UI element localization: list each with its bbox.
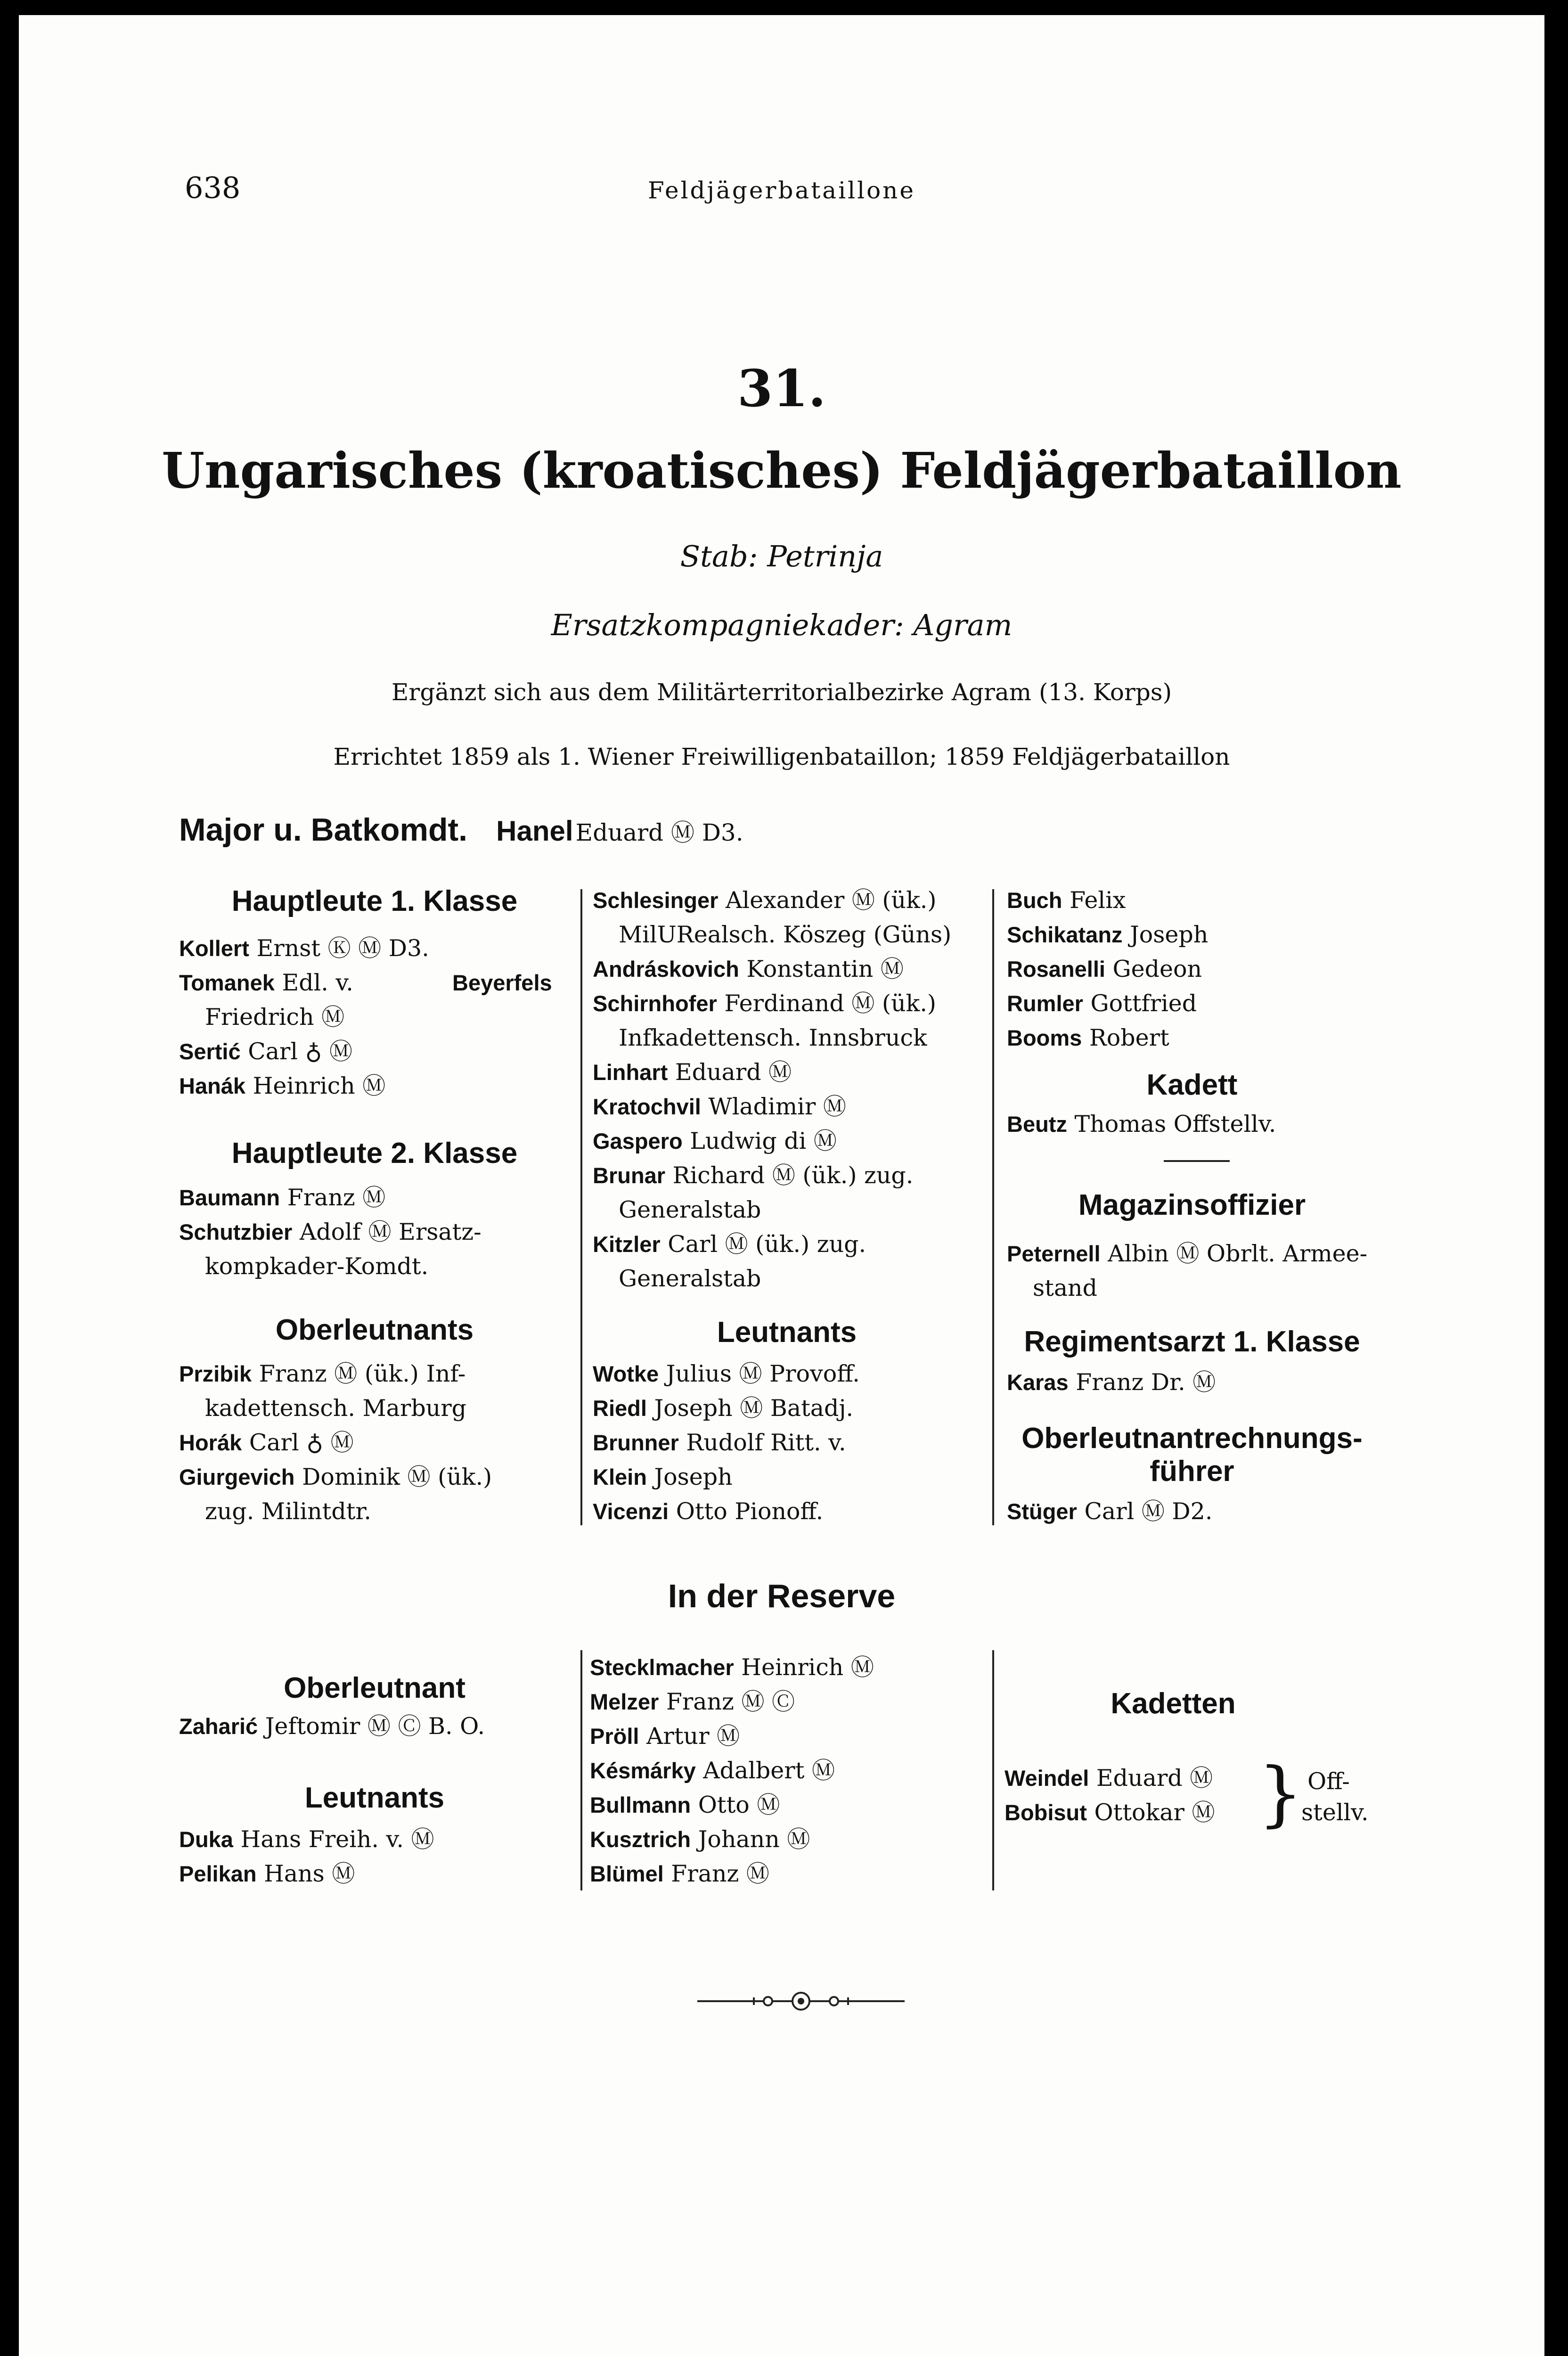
list-item: Brunar Richard Ⓜ (ük.) zug. (593, 1162, 914, 1189)
list-item: Weindel Eduard Ⓜ (1004, 1765, 1213, 1792)
list-item: Zaharić Jeftomir Ⓜ Ⓒ B. O. (179, 1713, 485, 1740)
document-page (19, 15, 1544, 2356)
heading-regimentsarzt: Regimentsarzt 1. Klasse (1024, 1325, 1360, 1358)
divider (1164, 1160, 1230, 1162)
list-item: Rosanelli Gedeon (1007, 956, 1202, 982)
column-divider (580, 889, 582, 1525)
column-divider (992, 1650, 994, 1890)
heading-hauptleute-2: Hauptleute 2. Klasse (231, 1137, 518, 1170)
heading-magazinsoffizier: Magazinsoffizier (1078, 1189, 1306, 1221)
major-label: Major u. Batkomdt. (179, 812, 468, 848)
section-number: 31. (737, 359, 826, 418)
column-divider (580, 1650, 582, 1890)
list-item: Kitzler Carl Ⓜ (ük.) zug. (593, 1231, 866, 1258)
list-item: Generalstab (619, 1196, 761, 1223)
list-item: Beutz Thomas Offstellv. (1007, 1111, 1276, 1137)
page-number: 638 (185, 171, 241, 205)
list-item: Tomanek Edl. v. (179, 969, 353, 996)
list-item: Rumler Gottfried (1007, 990, 1197, 1017)
list-item: Klein Joseph (593, 1464, 733, 1490)
list-item: Andráskovich Konstantin Ⓜ (593, 956, 904, 982)
column-divider (992, 889, 994, 1525)
heading-reserve-oberleutnant: Oberleutnant (284, 1672, 466, 1704)
list-item: Hanák Heinrich Ⓜ (179, 1072, 386, 1099)
list-item: Linhart Eduard Ⓜ (593, 1059, 792, 1086)
ergaenzt-line: Ergänzt sich aus dem Militärterritorialbezirke Agram (13. Korps) (391, 679, 1172, 706)
list-item: Stecklmacher Heinrich Ⓜ (590, 1654, 874, 1681)
brace-icon: } (1258, 1753, 1303, 1835)
list-item: Késmárky Adalbert Ⓜ (590, 1757, 835, 1784)
list-item: zug. Milintdtr. (205, 1498, 372, 1525)
list-item: kompkader-Komdt. (205, 1253, 429, 1280)
list-item: Baumann Franz Ⓜ (179, 1184, 386, 1211)
list-item: Friedrich Ⓜ (205, 1004, 345, 1031)
list-item: Brunner Rudolf Ritt. v. (593, 1429, 846, 1456)
stab-line: Stab: Petrinja (680, 539, 883, 573)
list-item: Riedl Joseph Ⓜ Batadj. (593, 1395, 854, 1422)
running-title: Feldjägerbataillone (648, 177, 915, 204)
list-item: Melzer Franz Ⓜ Ⓒ (590, 1688, 795, 1715)
list-item: MilURealsch. Köszeg (Güns) (619, 921, 952, 948)
list-item: Horák Carl ♁ Ⓜ (179, 1429, 354, 1456)
heading-kadett: Kadett (1146, 1069, 1238, 1101)
list-item: Schlesinger Alexander Ⓜ (ük.) (593, 887, 937, 914)
errichtet-line: Errichtet 1859 als 1. Wiener Freiwilligenbataillon; 1859 Feldjägerbataillon (333, 743, 1230, 770)
major-rest: Eduard Ⓜ D3. (575, 819, 743, 846)
major-line (179, 811, 743, 848)
list-item: Schikatanz Joseph (1007, 921, 1209, 948)
heading-rechnungsfuehrer-1: Oberleutnantrechnungs- (1021, 1422, 1363, 1455)
list-item: Peternell Albin Ⓜ Obrlt. Armee- (1007, 1240, 1368, 1267)
major-name: Hanel (496, 815, 573, 847)
list-item: Kollert Ernst Ⓚ Ⓜ D3. (179, 935, 429, 962)
reserve-title: In der Reserve (668, 1578, 896, 1614)
ornament-divider-icon (697, 1987, 905, 2015)
list-item: stand (1033, 1275, 1097, 1301)
heading-reserve-kadetten: Kadetten (1111, 1687, 1236, 1720)
list-item: Sertić Carl ♁ Ⓜ (179, 1038, 352, 1065)
list-item: Generalstab (619, 1265, 761, 1292)
list-item: Wotke Julius Ⓜ Provoff. (593, 1360, 860, 1387)
list-item: Kusztrich Johann Ⓜ (590, 1826, 810, 1853)
list-item: Pröll Artur Ⓜ (590, 1723, 740, 1750)
list-item: Kratochvil Wladimir Ⓜ (593, 1093, 846, 1120)
kadetten-note-1: Off- (1307, 1768, 1350, 1795)
heading-rechnungsfuehrer-2: führer (1150, 1455, 1234, 1488)
list-item: kadettensch. Marburg (205, 1395, 467, 1422)
list-item: Karas Franz Dr. Ⓜ (1007, 1369, 1216, 1396)
list-item-extra: Beyerfels (452, 970, 552, 995)
heading-hauptleute-1: Hauptleute 1. Klasse (231, 885, 518, 917)
list-item: Schutzbier Adolf Ⓜ Ersatz- (179, 1219, 482, 1245)
list-item: Vicenzi Otto Pionoff. (593, 1498, 824, 1525)
list-item: Bobisut Ottokar Ⓜ (1004, 1799, 1215, 1826)
list-item: Przibik Franz Ⓜ (ük.) Inf- (179, 1360, 466, 1387)
kadetten-note-2: stellv. (1301, 1799, 1369, 1826)
heading-reserve-leutnants: Leutnants (304, 1782, 445, 1814)
list-item: Schirnhofer Ferdinand Ⓜ (ük.) (593, 990, 937, 1017)
list-item: Buch Felix (1007, 887, 1126, 914)
list-item: Booms Robert (1007, 1024, 1169, 1051)
list-item: Infkadettensch. Innsbruck (619, 1024, 927, 1051)
heading-oberleutnants: Oberleutnants (275, 1314, 474, 1346)
list-item: Bullmann Otto Ⓜ (590, 1792, 780, 1818)
ersatz-line: Ersatzkompagniekader: Agram (551, 608, 1013, 642)
list-item: Duka Hans Freih. v. Ⓜ (179, 1826, 434, 1853)
list-item: Pelikan Hans Ⓜ (179, 1860, 355, 1887)
section-title: Ungarisches (kroatisches) Feldjägerbataillon (162, 442, 1402, 499)
list-item: Gaspero Ludwig di Ⓜ (593, 1128, 837, 1154)
list-item: Stüger Carl Ⓜ D2. (1007, 1498, 1213, 1525)
heading-leutnants: Leutnants (717, 1316, 857, 1349)
list-item: Blümel Franz Ⓜ (590, 1860, 769, 1887)
list-item: Giurgevich Dominik Ⓜ (ük.) (179, 1464, 492, 1490)
